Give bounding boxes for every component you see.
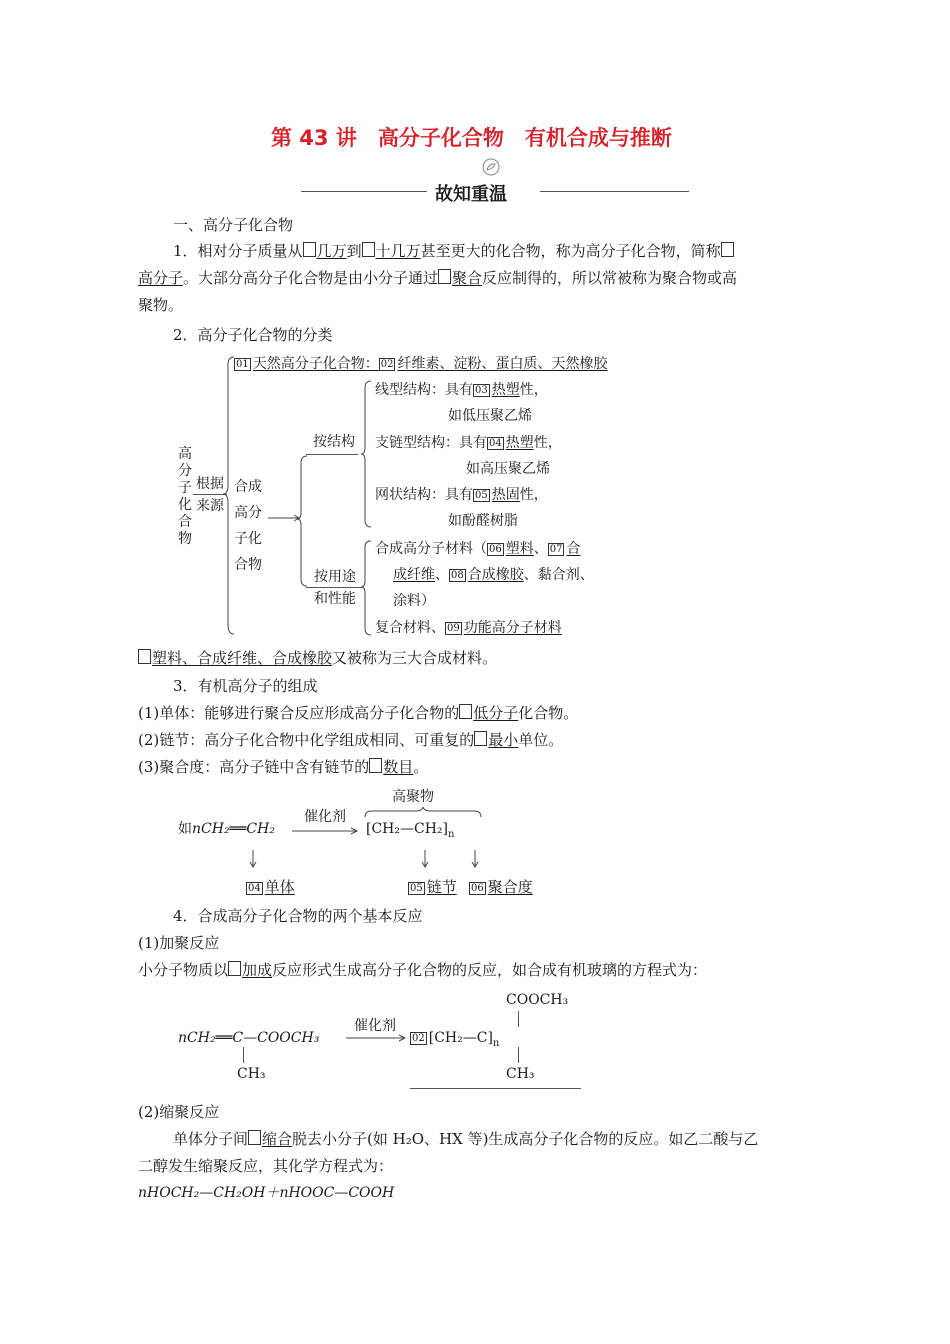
polymer-label: 高聚物 [392,789,434,805]
tree-connector [306,587,361,588]
heading-composition: 3．有机高分子的组成 [173,677,318,695]
eq1-catalyst: 催化剂 [354,1018,396,1034]
polymer-brace [364,806,482,818]
tree-by-structure: 按结构 [313,434,355,450]
eq1-left-ch3: CH₃ [237,1066,266,1082]
answer-box [138,649,151,664]
answer-box [248,1130,261,1145]
tree-by-use-1: 按用途 [314,569,356,585]
tree-branched: 支链型结构：具有 04 热塑性， [375,435,562,451]
page-title: 第 43 讲 高分子化合物 有机合成与推断 [271,126,672,150]
down-arrow-icon [248,850,258,870]
tree-natural: 01 天然高分子化合物： 02 纤维素、淀粉、蛋白质、天然橡胶 [236,356,608,372]
down-arrow-icon [470,850,480,870]
paragraph-1-line-1: 1．相对分子质量从 几万到 十几万甚至更大的化合物，称为高分子化合物，简称 [173,241,735,261]
tree-by-use-2: 和性能 [314,591,356,607]
condensation-line-1: 单体分子间 缩合脱去小分子(如 H₂O、HX 等)生成高分子化合物的反应。如乙二酸与乙 [173,1130,759,1148]
section-rule-left [301,191,427,192]
arrow-icon [292,826,360,836]
section-rule-right [540,191,689,192]
heading-reactions: 4．合成高分子化合物的两个基本反应 [173,907,423,925]
bond-line [518,1011,519,1027]
heading-condensation: (2)缩聚反应 [138,1103,220,1121]
tree-basis-label-2: 来源 [196,498,224,514]
composition-degree: (3)聚合度：高分子链中含有链节的 数目。 [138,758,429,776]
paragraph-1-line-3: 聚物。 [138,296,184,314]
answer-underline [410,1088,581,1089]
equation-condensation: nHOCH₂—CH₂OH＋nHOOC—COOH [138,1185,395,1201]
tree-connector [306,454,358,455]
heading-classification: 2．高分子化合物的分类 [173,326,333,344]
label-chain-unit: 05 链节 [410,878,457,896]
tree-synthetic: 合成 高分 子化 合物 [234,479,262,573]
bond-line [243,1047,244,1063]
tree-materials-2: 成纤维、 08 合成橡胶、黏合剂、 [393,567,594,583]
heading-polymer: 一、高分子化合物 [173,216,294,234]
example-monomer: 如nCH₂══CH₂ [178,821,275,837]
bond-line [518,1047,519,1063]
tree-brace-2 [296,455,308,587]
leaf-icon [480,157,502,177]
tree-network: 网状结构：具有 05 热固性， [375,487,548,503]
down-arrow-icon [420,850,430,870]
eq1-right: 02 $[CH_2—C]_n$ [412,1030,500,1049]
answer-box [721,242,734,257]
label-degree: 06 聚合度 [471,878,533,896]
eq1-right-top: COOCH₃ [506,992,569,1008]
tree-root: 高 分 子 化 合 物 [178,446,192,547]
tree-branched-example: 如高压聚乙烯 [466,461,550,477]
example-polymer: $[CH_2—CH_2]_n$ [366,821,455,840]
label-monomer: 04 单体 [248,878,295,896]
tree-materials-3: 涂料） [393,593,435,609]
three-materials-note: 塑料、合成纤维、合成橡胶又被称为三大合成材料。 [138,648,497,668]
example-catalyst: 催化剂 [304,809,346,825]
paragraph-1-line-2: 高分子。大部分高分子化合物是由小分子通过 聚合反应制得的，所以常被称为聚合物或高 [138,269,738,287]
arrow-icon [346,1033,408,1043]
answer-box [228,961,241,976]
answer-box [369,758,382,773]
answer-box [438,269,451,284]
answer-box [474,731,487,746]
tree-materials-1: 合成高分子材料（ 06 塑料、 07 合 [375,541,581,557]
heading-addition: (1)加聚反应 [138,934,220,952]
composition-chain-unit: (2)链节：高分子化合物中化学组成相同、可重复的 最小单位。 [138,731,564,749]
condensation-line-2: 二醇发生缩聚反应，其化学方程式为： [138,1157,394,1175]
tree-materials-4: 复合材料、 09 功能高分子材料 [375,620,562,636]
addition-description: 小分子物质以 加成反应形式生成高分子化合物的反应，如合成有机玻璃的方程式为： [138,961,708,979]
eq1-left: nCH₂══C—COOCH₃ [178,1030,320,1046]
tree-network-example: 如酚醛树脂 [448,513,518,529]
answer-box [362,242,375,257]
answer-box [459,704,472,719]
tree-brace-4 [360,540,372,636]
tree-linear: 线型结构：具有 03 热塑性， [375,382,548,398]
section-heading: 故知重温 [435,184,507,205]
tree-brace-3 [360,380,372,528]
tree-linear-example: 如低压聚乙烯 [448,408,532,424]
answer-box [303,242,316,257]
tree-basis-label: 根据 [196,476,224,492]
eq1-right-ch3: CH₃ [506,1066,535,1082]
composition-monomer: (1)单体：能够进行聚合反应形成高分子化合物的 低分子化合物。 [138,704,579,722]
